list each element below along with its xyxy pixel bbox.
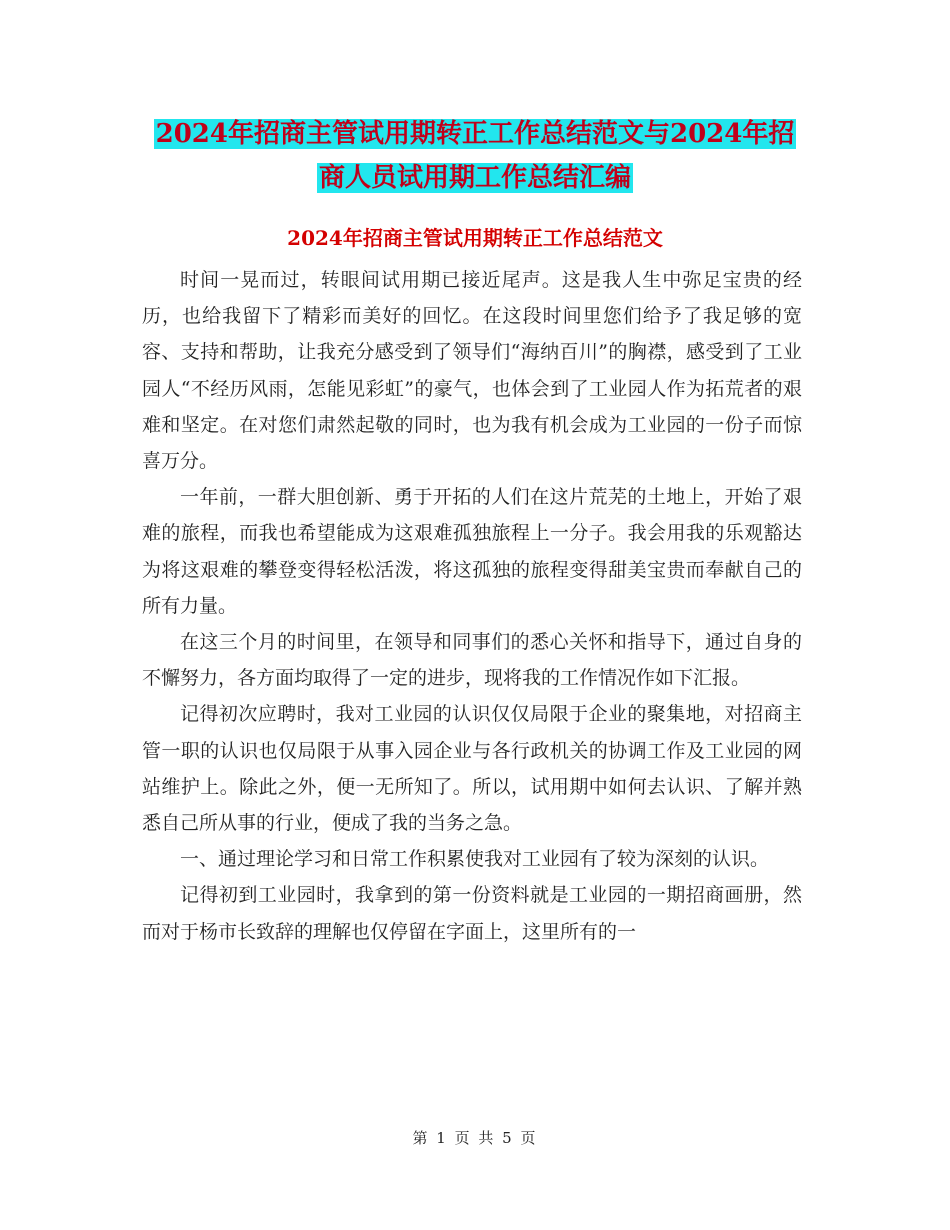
section-title: 2024年招商主管试用期转正工作总结范文 [287, 226, 663, 250]
title-line-2: 商人员试用期工作总结汇编 [318, 163, 631, 193]
paragraph: 记得初次应聘时，我对工业园的认识仅仅局限于企业的聚集地，对招商主管一职的认识也仅局限于从事入园企业与各行政机关的协调工作及工业园的网站维护上。除此之外，便一无所知了。所以，试用期中如何去认识、了解并熟悉自己所从事的行业，便成了我的当务之急。 [142, 703, 802, 835]
page-footer: 第 1 页 共 5 页 [412, 1129, 538, 1147]
title-line-1: 2024年招商主管试用期转正工作总结范文与2024年招 [155, 119, 795, 149]
paragraph: 一、通过理论学习和日常工作积累使我对工业园有了较为深刻的认识。 [180, 848, 770, 871]
paragraph: 一年前，一群大胆创新、勇于开拓的人们在这片荒芜的土地上，开始了艰难的旅程，而我也希望能成为这艰难孤独旅程上一分子。我会用我的乐观豁达为将这艰难的攀登变得轻松活泼，将这孤独的旅程变得甜美宝贵而奉献自己的所有力量。 [142, 486, 802, 617]
paragraph: 在这三个月的时间里，在领导和同事们的悉心关怀和指导下，通过自身的不懈努力，各方面均取得了一定的进步，现将我的工作情况作如下汇报。 [142, 631, 802, 690]
body-text [142, 262, 802, 950]
paragraph: 时间一晃而过，转眼间试用期已接近尾声。这是我人生中弥足宝贵的经历，也给我留下了精彩而美好的回忆。在这段时间里您们给予了我足够的宽容、支持和帮助，让我充分感受到了领导们“海纳百川”的胸襟，感受到了工业园人“不经历风雨，怎能见彩虹”的豪气，也体会到了工业园人作为拓荒者的艰难和坚定。在对您们肃然起敬的同时，也为我有机会成为工业园的一份子而惊喜万分。 [142, 269, 802, 473]
document-title [0, 112, 950, 200]
paragraph: 记得初到工业园时，我拿到的第一份资料就是工业园的一期招商画册，然而对于杨市长致辞的理解也仅停留在字面上，这里所有的一 [142, 884, 802, 943]
